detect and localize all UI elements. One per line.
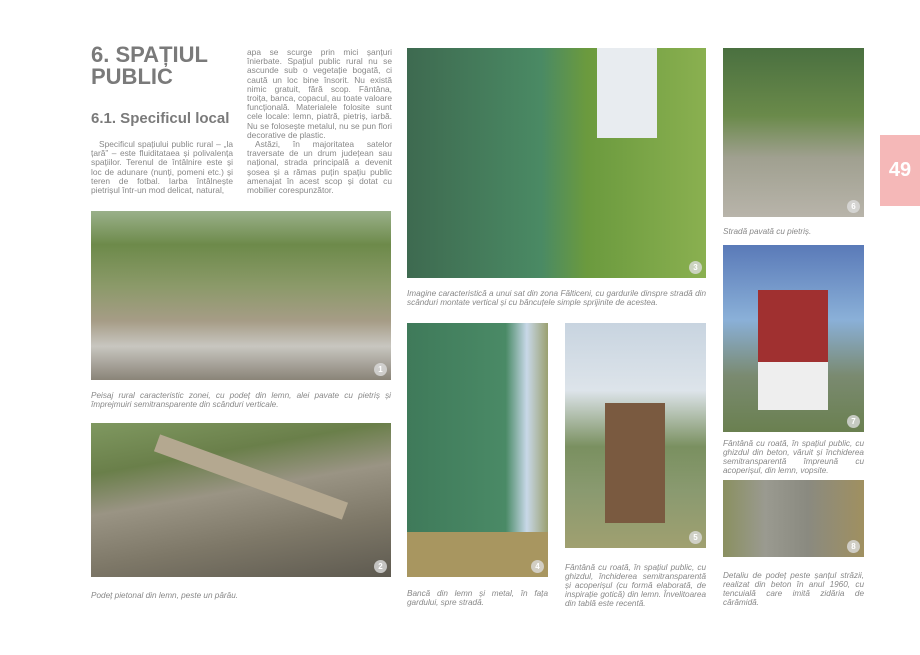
photo-caption: Fântână cu roată, în spațiul public, cu ghizdul, închiderea semitransparentă și acoperișul (cu formă elaborată, de inspirație gotică) din lemn. Învelitoarea din tablă este recentă. (565, 563, 706, 608)
footbridge (154, 434, 348, 519)
photo-caption: Stradă pavată cu pietriș. (723, 227, 812, 236)
photo-caption: Podeț pietonal din lemn, peste un pârâu. (91, 591, 239, 600)
photo-culvert (723, 480, 864, 557)
photo-caption: Peisaj rural caracteristic zonei, cu podeț din lemn, alei pavate cu pietriș și împrejmuiri semitransparente din scânduri verticale. (91, 391, 391, 409)
paragraph: apa se scurge prin mici șanțuri înierbate. Spațiul public rural nu se ascunde sub o vegetație bogată, ci caută un loc bine însorit. Nu există nimic gratuit, fără scop. Fântâna, troița, banca, copacul, au toate valoare funcțională. Materialele folosite sunt cele locale: lemn, piatră, pietriș, iarbă. Nu se folosește metalul, nu se pun flori decorative de plastic. (247, 47, 392, 140)
photo-rural-landscape (91, 211, 391, 380)
photo-wooden-well (565, 323, 706, 548)
photo-caption: Imagine caracteristică a unui sat din zona Fălticeni, cu gardurile dinspre stradă din scânduri montate vertical și cu băncuțele simple sprijinite de acestea. (407, 289, 706, 307)
photo-number: 2 (374, 560, 387, 573)
paragraph: Specificul spațiului public rural – „la țară” – este fluiditataea și polivalența spațiilor. Terenul de întâlnire este și loc de adunare (nunți, pomeni etc.) și teren de fotbal. Iarba întâlnește pietrișul într-un mod delicat, natural, (91, 139, 233, 196)
page-number-tab: 49 (880, 135, 920, 206)
sky (597, 48, 657, 138)
photo-caption: Fântână cu roată, în spațiul public, cu ghizdul din beton, văruit și închiderea semitransparentă împreună cu acoperișul, din lemn, vopsite. (723, 439, 864, 475)
section-title: 6.1. Specificul local (91, 110, 230, 127)
photo-number: 8 (847, 540, 860, 553)
intro-text (91, 140, 233, 195)
photo-gravel-street (723, 48, 864, 217)
photo-footbridge (91, 423, 391, 577)
paragraph: Astăzi, în majoritatea satelor traversate de un drum județean sau național, strada principală a devenit șosea și a rămas puțin spațiu public amenajat în acest scop și dotat cu mobilier corespunzător. (247, 139, 392, 196)
photo-number: 3 (689, 261, 702, 274)
photo-number: 4 (531, 560, 544, 573)
ground (407, 532, 548, 577)
photo-number: 6 (847, 200, 860, 213)
photo-concrete-well (723, 245, 864, 432)
photo-number: 7 (847, 415, 860, 428)
photo-caption: Bancă din lemn și metal, în fața gardului, spre stradă. (407, 589, 548, 607)
photo-village-fence (407, 48, 706, 278)
well-structure (605, 403, 665, 523)
photo-number: 1 (374, 363, 387, 376)
well-structure (758, 290, 828, 410)
body-text (247, 48, 392, 195)
photo-bench (407, 323, 548, 577)
photo-caption: Detaliu de podeț peste șanțul străzii, realizat din beton în anul 1960, cu tencuială care imită zidăria de cărămidă. (723, 571, 864, 607)
photo-number: 5 (689, 531, 702, 544)
page-title: 6. SPAȚIUL PUBLIC (91, 42, 208, 89)
